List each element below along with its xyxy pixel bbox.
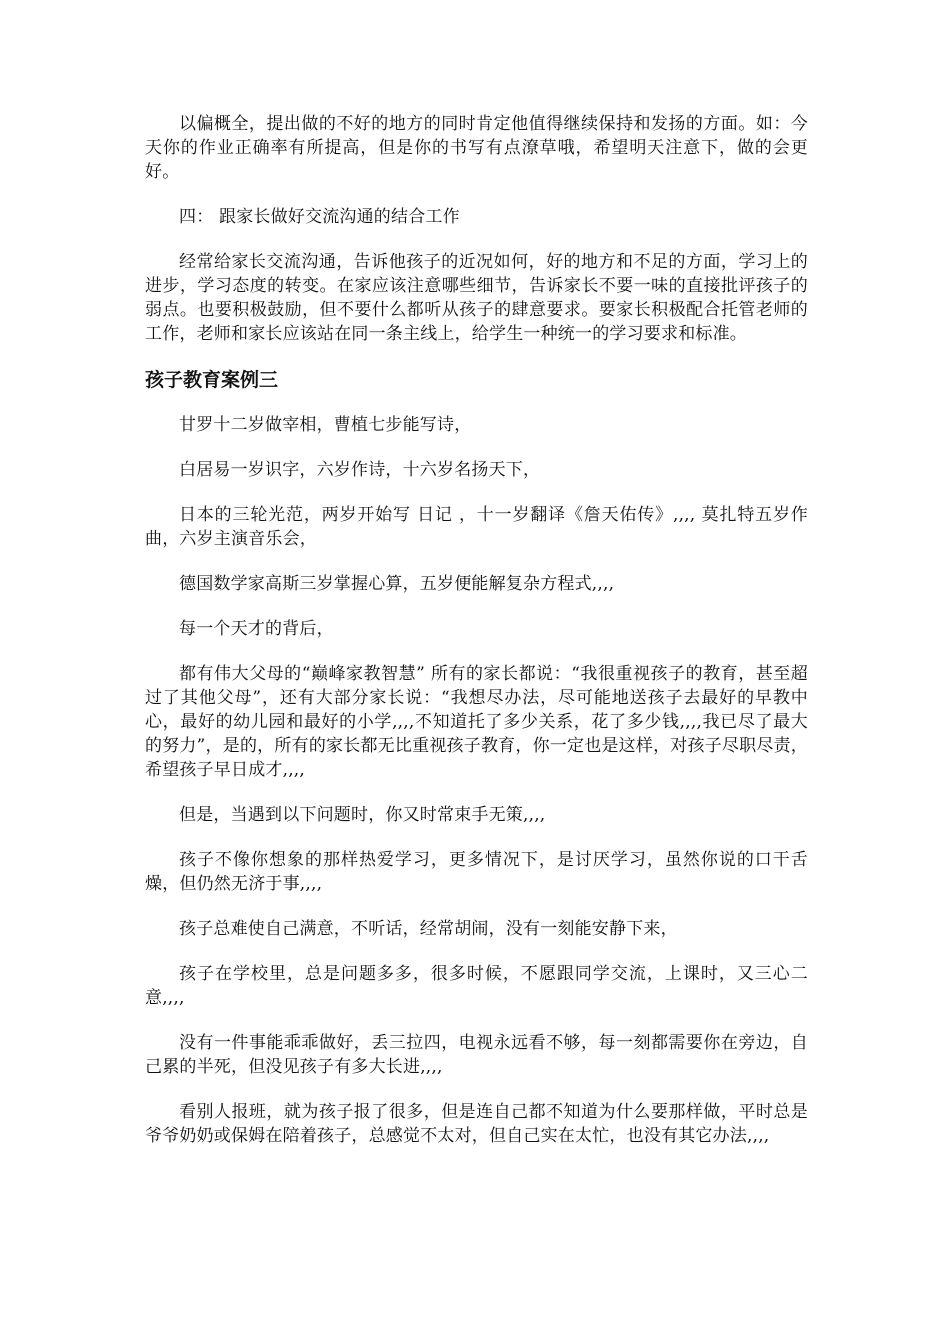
document-page (145, 112, 808, 1169)
case-three-heading: 孩子教育案例三 (145, 369, 279, 391)
paragraph-ganluo: 甘罗十二岁做宰相，曹植七步能写诗， (179, 415, 472, 435)
paragraph-baijuyi: 白居易一岁识字，六岁作诗，十六岁名扬天下， (179, 460, 541, 480)
paragraph-gauss: 德国数学家高斯三岁掌握心算，五岁便能解复杂方程式,,,, (179, 574, 615, 594)
paragraph-continuation: 以偏概全，提出做的不好的地方的同时肯定他值得继续保持和发扬的方面。如：今天你的作业正确率有所提高，但是你的书写有点潦草哦，希望明天注意下，做的会更好。 (145, 114, 808, 182)
paragraph-nothing-done: 没有一件事能乖乖做好，丢三拉四，电视永远看不够，每一刻都需要你在旁边，自己累的半死，但没见孩子有多大长进,,,, (145, 1033, 808, 1077)
paragraph-parents-wisdom: 都有伟大父母的“巅峰家教智慧” 所有的家长都说：“我很重视孩子的教育，甚至超过了其他父母”，还有大部分家长说：“我想尽办法，尽可能地送孩子去最好的早教中心，最好的幼儿园和最好的小学,,,,不知道托了多少关系，花了多少钱,,,,我已尽了最大的努力”，是的，所有的家长都无比重视孩子教育，你一定也是这样，对孩子尽职尽责，希望孩子早日成才,,,, (145, 664, 808, 780)
paragraph-every-genius: 每一个天才的背后， (179, 619, 334, 639)
paragraph-parent-communication: 经常给家长交流沟通，告诉他孩子的近况如何，好的地方和不足的方面，学习上的进步，学习态度的转变。在家应该注意哪些细节，告诉家长不要一味的直接批评孩子的弱点。也要积极鼓励，但不要什么都听从孩子的肆意要求。要家长积极配合托管老师的工作，老师和家长应该站在同一条主线上，给学生一种统一的学习要求和标准。 (145, 252, 808, 344)
paragraph-school-problems: 孩子在学校里，总是问题多多，很多时候，不愿跟同学交流，上课时，又三心二意,,,, (145, 964, 808, 1008)
paragraph-but-when: 但是，当遇到以下问题时，你又时常束手无策,,,, (179, 805, 546, 825)
section-heading-four: 四： 跟家长做好交流沟通的结合工作 (179, 207, 460, 227)
paragraph-classes: 看别人报班，就为孩子报了很多，但是连自己都不知道为什么要那样做，平时总是爷爷奶奶或保姆在陪着孩子，总感觉不太对，但自己实在太忙，也没有其它办法,,,, (145, 1102, 808, 1146)
paragraph-japan-mozart: 日本的三轮光范，两岁开始写 日记 ，十一岁翻译《詹天佑传》,,,, 莫扎特五岁作曲，六岁主演音乐会， (145, 505, 808, 549)
paragraph-disobedient: 孩子总难使自己满意，不听话，经常胡闹，没有一刻能安静下来， (179, 919, 678, 939)
paragraph-hate-study: 孩子不像你想象的那样热爱学习，更多情况下，是讨厌学习，虽然你说的口干舌燥，但仍然无济于事,,,, (145, 850, 808, 894)
